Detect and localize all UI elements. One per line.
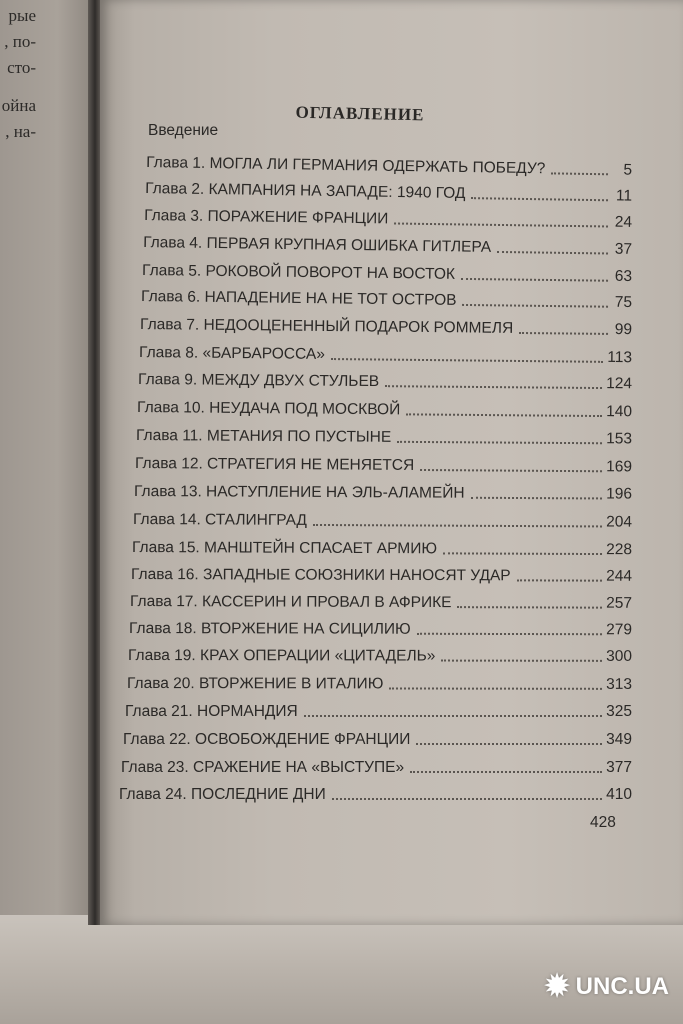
toc-entry-page: 63 — [614, 267, 633, 285]
toc-entry-title: Глава 1. МОГЛА ЛИ ГЕРМАНИЯ ОДЕРЖАТЬ ПОБЕДУ? — [146, 154, 546, 178]
toc-entry — [135, 451, 632, 476]
toc-entry-title: Глава 4. ПЕРВАЯ КРУПНАЯ ОШИБКА ГИТЛЕРА — [143, 234, 492, 256]
toc-entry-page: 300 — [606, 647, 633, 665]
dot-leader — [416, 731, 602, 745]
toc-entry-page: 37 — [614, 240, 633, 258]
toc-entry — [123, 727, 632, 749]
dot-leader — [420, 457, 602, 472]
toc-entry — [129, 616, 632, 639]
toc-entry — [590, 810, 632, 832]
toc-entry-title: Глава 23. СРАЖЕНИЕ НА «ВЫСТУПЕ» — [121, 759, 405, 776]
dot-leader — [497, 239, 608, 255]
toc-entry — [140, 312, 632, 339]
dot-leader — [417, 621, 602, 635]
dot-leader — [406, 401, 602, 417]
toc-entry-page: 99 — [614, 320, 633, 339]
toc-entry-page: 349 — [606, 731, 632, 748]
dot-leader — [331, 346, 604, 363]
toc-entry-title: Глава 21. НОРМАНДИЯ — [125, 703, 298, 720]
toc-entry-title: Глава 8. «БАРБАРОССА» — [139, 344, 325, 363]
background-surface — [0, 915, 683, 1024]
toc-entry — [144, 203, 632, 232]
toc-entry-title: Глава 16. ЗАПАДНЫЕ СОЮЗНИКИ НАНОСЯТ УДАР — [131, 566, 511, 585]
toc-entry-title: Глава 3. ПОРАЖЕНИЕ ФРАНЦИИ — [144, 207, 389, 228]
dot-leader — [519, 320, 608, 335]
toc-entry-page: 377 — [606, 759, 632, 776]
toc-entry-title: Глава 15. МАНШТЕЙН СПАСАЕТ АРМИЮ — [132, 539, 438, 558]
toc-entry-page: 140 — [606, 403, 633, 421]
toc-entry-title: Глава 9. МЕЖДУ ДВУХ СТУЛЬЕВ — [138, 371, 380, 391]
toc-entry — [128, 643, 632, 666]
toc-entry — [132, 535, 632, 559]
dot-leader — [471, 185, 608, 201]
toc-entry-page: 313 — [606, 675, 633, 693]
dot-leader — [443, 540, 602, 555]
toc-entry-title: Глава 7. НЕДООЦЕНЕННЫЙ ПОДАРОК РОММЕЛЯ — [140, 316, 514, 337]
toc-entry-page: 204 — [606, 513, 633, 531]
toc-entry — [143, 230, 632, 259]
toc-entry — [134, 479, 632, 504]
toc-entry-title: Глава 11. МЕТАНИЯ ПО ПУСТЫНЕ — [136, 427, 392, 446]
toc-entry-title: Глава 10. НЕУДАЧА ПОД МОСКВОЙ — [137, 399, 401, 419]
toc-entry-page: 244 — [606, 567, 633, 585]
left-page-fragment: , по- — [4, 32, 36, 51]
dot-leader — [332, 786, 602, 800]
dot-leader — [410, 759, 602, 773]
toc-entry — [146, 150, 632, 180]
dot-leader — [394, 210, 608, 227]
toc-entry-page: 428 — [590, 814, 616, 831]
dot-leader — [457, 594, 602, 609]
toc-entry-title: Глава 13. НАСТУПЛЕНИЕ НА ЭЛЬ-АЛАМЕЙН — [134, 483, 465, 502]
toc-entry-page: 5 — [623, 161, 633, 179]
toc-entry — [127, 671, 632, 694]
toc-entry-page: 410 — [606, 786, 632, 803]
toc-entry — [119, 782, 632, 804]
dot-leader — [462, 292, 608, 308]
watermark-text: UNC.UA — [575, 973, 669, 1000]
toc-entry — [130, 589, 632, 613]
dot-leader — [441, 648, 602, 662]
dot-leader — [304, 703, 602, 717]
dot-leader — [517, 567, 603, 581]
toc-entry-page: 169 — [606, 458, 633, 476]
dot-leader — [461, 266, 608, 282]
toc-entry — [148, 118, 240, 140]
toc-entry-page: 325 — [606, 703, 632, 720]
dot-leader — [385, 373, 602, 389]
toc-entry-title: Глава 24. ПОСЛЕДНИЕ ДНИ — [119, 786, 326, 803]
toc-entry-title: Глава 14. СТАЛИНГРАД — [133, 511, 307, 529]
toc-entry-title: Глава 2. КАМПАНИЯ НА ЗАПАДЕ: 1940 ГОД — [145, 180, 466, 203]
toc-entry-page: 11 — [615, 187, 633, 205]
left-page-fragment: , на- — [5, 122, 36, 141]
dot-leader — [471, 485, 603, 500]
toc-entry — [121, 755, 632, 777]
toc-entry-page: 257 — [606, 594, 633, 612]
page-title: ОГЛАВЛЕНИЕ — [295, 102, 425, 125]
left-page-fragment: рые — [8, 6, 36, 25]
toc-entry — [133, 507, 632, 532]
toc-entry-page: 124 — [606, 375, 633, 393]
toc-entry-title: Глава 19. КРАХ ОПЕРАЦИИ «ЦИТАДЕЛЬ» — [128, 647, 436, 665]
dot-leader — [313, 512, 602, 528]
toc-entry-page: 153 — [606, 430, 633, 448]
toc-entry-title: Введение — [148, 122, 219, 139]
toc-entry — [131, 562, 632, 586]
watermark — [545, 972, 669, 1002]
toc-entry-page: 228 — [606, 541, 633, 559]
dot-leader — [389, 675, 602, 689]
toc-entry — [141, 284, 632, 312]
dot-leader — [551, 160, 608, 175]
toc-entry-title: Глава 20. ВТОРЖЕНИЕ В ИТАЛИЮ — [127, 675, 384, 693]
toc-entry — [137, 395, 632, 421]
left-page-fragment: ойна — [1, 96, 36, 115]
toc-entry-title: Глава 17. КАССЕРИН И ПРОВАЛ В АФРИКЕ — [130, 593, 452, 612]
toc-entry-title: Глава 22. ОСВОБОЖДЕНИЕ ФРАНЦИИ — [123, 731, 411, 748]
toc-entry-title: Глава 12. СТРАТЕГИЯ НЕ МЕНЯЕТСЯ — [135, 455, 415, 474]
toc-entry — [142, 258, 632, 286]
toc-entry-page: 24 — [614, 213, 633, 231]
toc-entry-title: Глава 5. РОКОВОЙ ПОВОРОТ НА ВОСТОК — [142, 262, 456, 283]
toc-entry — [138, 367, 632, 393]
toc-entry — [125, 699, 632, 721]
toc-entry — [139, 340, 632, 367]
toc-entry-page: 113 — [607, 348, 633, 367]
left-page-fragment: сто- — [7, 58, 36, 77]
sun-logo-icon: ✹ — [544, 970, 570, 1003]
toc-entry — [136, 423, 632, 448]
toc-entry — [145, 176, 632, 206]
toc-entry-title: Глава 6. НАПАДЕНИЕ НА НЕ ТОТ ОСТРОВ — [141, 288, 457, 309]
toc-entry-page: 196 — [606, 485, 633, 503]
toc-entry-page: 279 — [606, 621, 633, 639]
toc-entry-title: Глава 18. ВТОРЖЕНИЕ НА СИЦИЛИЮ — [129, 620, 411, 638]
dot-leader — [397, 429, 602, 444]
toc-entry-page: 75 — [614, 293, 633, 311]
